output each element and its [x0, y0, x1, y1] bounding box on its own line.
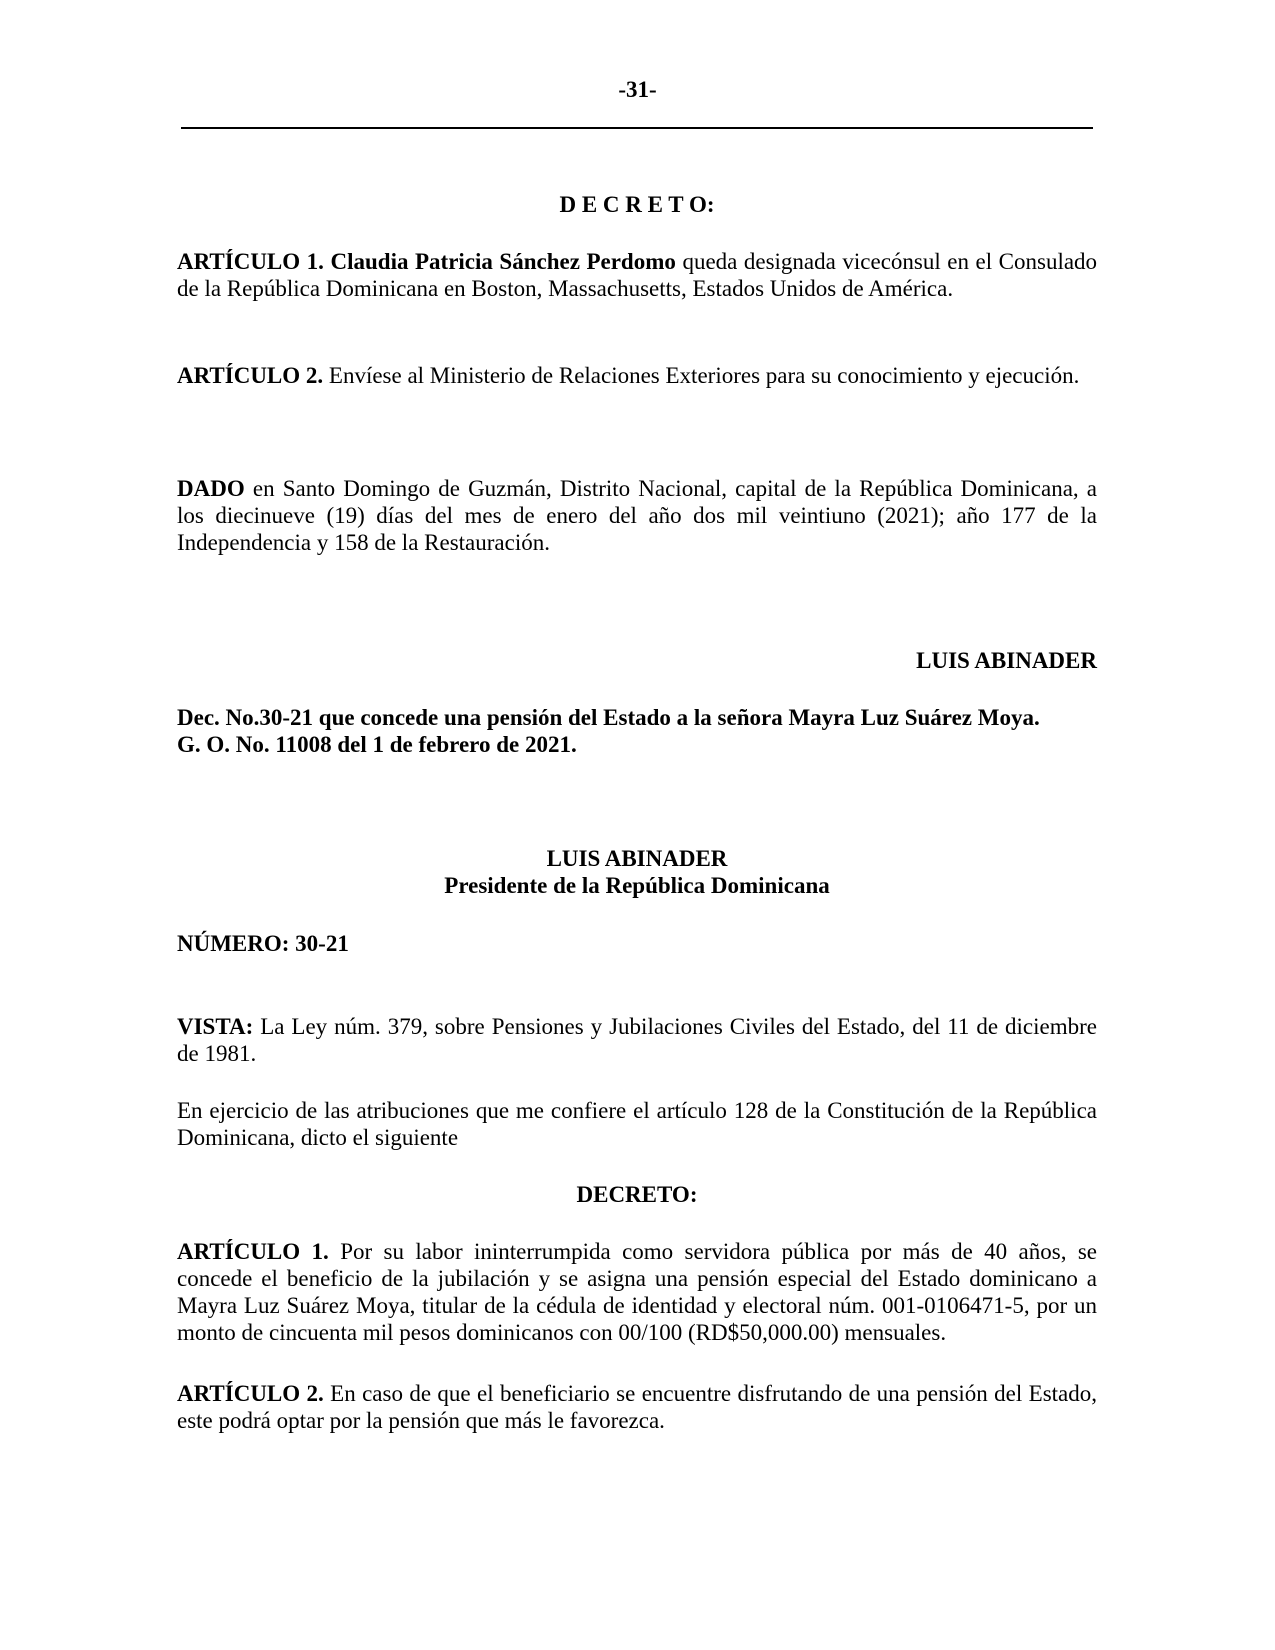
- article-label: ARTÍCULO 2.: [177, 1381, 324, 1406]
- vista-text: La Ley núm. 379, sobre Pensiones y Jubilaciones Civiles del Estado, del 11 de diciembre de 1981.: [177, 1014, 1097, 1066]
- president-name: LUIS ABINADER: [546, 846, 728, 871]
- article-label: ARTÍCULO 1.: [177, 1239, 329, 1264]
- designee-name: Claudia Patricia Sánchez Perdomo: [330, 249, 676, 274]
- dado-text: en Santo Domingo de Guzmán, Distrito Nacional, capital de la República Dominicana, a los diecinueve (19) días del mes de enero del año dos mil veintiuno (2021); año 177 de la Independencia y 158 de la Restauración.: [177, 476, 1098, 555]
- page-number: -31-: [618, 77, 657, 102]
- vista-paragraph: [177, 1013, 1097, 1067]
- decree2-article-2: [177, 1380, 1097, 1434]
- article-text: Por su labor ininterrumpida como servidora pública por más de 40 años, se concede el beneficio de la jubilación y se asigna una pensión especial del Estado dominicano a Mayra Luz Suárez Moya, titular de la cédula de identidad y electoral núm. 001-0106471-5, por un monto de cincuenta mil pesos dominicanos con 00/100 (RD$50,000.00) mensuales.: [177, 1239, 1098, 1345]
- header-rule: [181, 127, 1093, 129]
- article-label: ARTÍCULO 1.: [177, 249, 324, 274]
- article-text: En caso de que el beneficiario se encuentre disfrutando de una pensión del Estado, este podrá optar por la pensión que más le favorezca.: [177, 1381, 1097, 1433]
- dado-label: DADO: [177, 476, 245, 501]
- decree-title: [177, 704, 1097, 758]
- decree-number: NÚMERO: 30-21: [177, 931, 349, 956]
- decree1-dado-paragraph: [177, 475, 1097, 556]
- decree1-article-1: [177, 248, 1097, 302]
- decree1-signature: LUIS ABINADER: [916, 648, 1097, 673]
- article-text: queda designada vicecónsul en el Consulado de la República Dominicana en Boston, Massachusetts, Estados Unidos de América.: [177, 249, 1098, 301]
- decree-heading: D E C R E T O:: [559, 192, 715, 217]
- decree-title-line-1: Dec. No.30-21 que concede una pensión del Estado a la señora Mayra Luz Suárez Moya.: [177, 705, 1040, 730]
- president-header: [177, 845, 1097, 899]
- decree-title-line-2: G. O. No. 11008 del 1 de febrero de 2021.: [177, 732, 577, 757]
- decree2-heading: DECRETO:: [576, 1182, 698, 1207]
- article-label: ARTÍCULO 2.: [177, 363, 324, 388]
- vista-label: VISTA:: [177, 1014, 254, 1039]
- president-title: Presidente de la República Dominicana: [444, 873, 830, 898]
- decree2-article-1: [177, 1238, 1097, 1346]
- decree1-article-2: [177, 362, 1097, 389]
- ejercicio-paragraph: En ejercicio de las atribuciones que me confiere el artículo 128 de la Constitución de la República Dominicana, dicto el siguiente: [177, 1098, 1097, 1150]
- article-text: Envíese al Ministerio de Relaciones Exteriores para su conocimiento y ejecución.: [328, 363, 1080, 388]
